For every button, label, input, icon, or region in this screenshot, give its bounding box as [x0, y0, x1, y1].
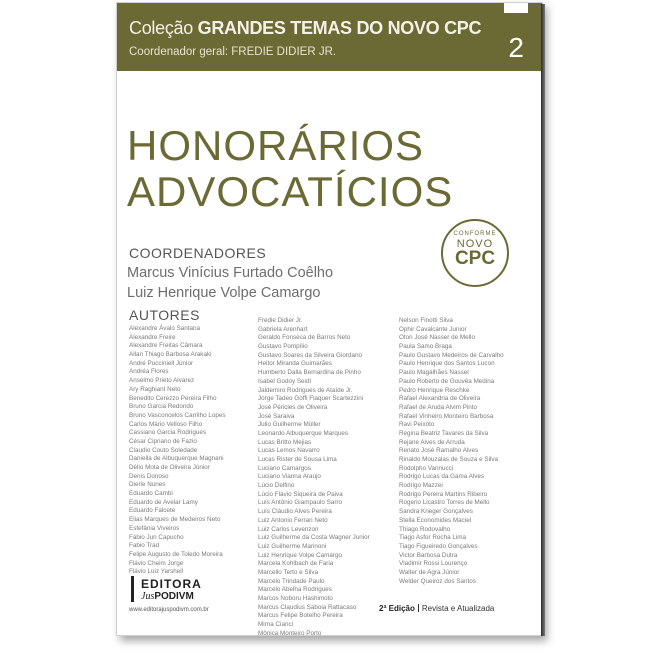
- author-name: Elias Marques de Medeiros Neto: [129, 516, 221, 524]
- author-name: Ravi Peixoto: [399, 421, 435, 429]
- book-title: HONORÁRIOS ADVOCATÍCIOS: [127, 122, 454, 215]
- authors-column-3: [399, 317, 504, 586]
- author-name: Rogerio Licastro Torres de Mello: [399, 499, 490, 507]
- author-name: Marcela Kohlbach de Faria: [258, 560, 334, 568]
- author-name: Bruno Vasconcelos Carrilho Lopes: [129, 411, 226, 419]
- author-name: Gustavo Soares da Silveira Giordano: [258, 351, 362, 359]
- author-name: Lúcio Delfino: [258, 482, 295, 490]
- author-name: Alexandre Ávalo Santana: [129, 325, 201, 332]
- author-name: Nelson Finotti Silva: [399, 317, 453, 324]
- author-name: Lucas Britto Mejias: [258, 438, 312, 446]
- author-name: Rodrigo Lucas da Gama Alves: [399, 473, 485, 481]
- author-name: Rodrigo Pereira Martins Ribeiro: [399, 490, 488, 498]
- author-name: Dierle Nunes: [129, 481, 166, 489]
- author-name: Carlos Mário Velloso Filho: [129, 420, 203, 428]
- author-name: Estefânia Viveiros: [129, 524, 180, 532]
- author-name: Eduardo Falcete: [129, 507, 176, 515]
- author-name: Luiz Henrique Volpe Camargo: [258, 551, 343, 559]
- author-name: Fábio Jun Capucho: [129, 533, 184, 541]
- author-name: Marcelo Trindade Paulo: [258, 577, 325, 585]
- author-name: Eduardo Cambi: [129, 490, 173, 498]
- author-name: Felipe Augusto de Toledo Moreira: [129, 550, 223, 558]
- author-name: Marcus Felipe Botelho Pereira: [258, 612, 343, 620]
- author-name: Lucas Lemos Navarro: [258, 447, 320, 455]
- author-name: Anselmo Prieto Alvarez: [129, 377, 195, 385]
- author-name: Luciano Camargos: [258, 464, 311, 472]
- author-name: Luiz Antonio Ferrari Neto: [258, 516, 328, 524]
- author-name: Lucas Rister de Sousa Lima: [258, 456, 337, 463]
- author-name: Thiago Rodovalho: [399, 525, 451, 533]
- author-name: Renato José Ramalho Alves: [399, 447, 479, 455]
- author-name: Benedito Cerezzo Pereira Filho: [129, 394, 217, 402]
- author-name: Tiago Asfor Rocha Lima: [399, 534, 466, 542]
- page-edge-shadow: [541, 4, 545, 636]
- book-cover: [116, 2, 543, 636]
- author-name: Luiz Guilherme Marinoni: [258, 542, 327, 550]
- coordinator-name: Marcus Vinícius Furtado Coêlho: [127, 265, 334, 281]
- authors-column-2: [258, 317, 370, 638]
- author-name: Marcos Noboru Hashimoto: [258, 595, 333, 602]
- author-name: Jorge Tadeo Goffi Flaquer Scartezzini: [258, 395, 364, 403]
- author-name: Allan Thiago Barbosa Arakaki: [129, 351, 212, 359]
- author-name: Jaldemiro Rodrigues de Ataíde Jr.: [258, 386, 353, 394]
- author-name: Pedro Henrique Reschke: [399, 386, 470, 394]
- authors-column-1: [129, 325, 226, 577]
- author-name: Lúcio Flávio Siqueira de Paiva: [258, 490, 343, 498]
- author-name: Paulo Magalhães Nasser: [399, 369, 470, 377]
- author-name: Humberto Dalla Bernardina de Pinho: [258, 369, 361, 377]
- publisher-logo: EDITORA JusPODIVM: [131, 574, 245, 604]
- author-name: Claudio Couto Soledade: [129, 446, 198, 454]
- author-name: Gustavo Pompílio: [258, 343, 308, 351]
- author-name: Vladimir Rossi Lourenço: [399, 560, 468, 568]
- author-name: Victor Barbosa Dutra: [399, 551, 458, 559]
- author-name: Luís Antônio Giampaulo Sarro: [258, 499, 343, 507]
- author-name: Alexandre Freitas Câmara: [129, 342, 203, 350]
- author-name: Alexandre Freire: [129, 333, 176, 341]
- author-name: Luís Cláudio Alves Pereira: [258, 508, 332, 516]
- volume-tab: [504, 3, 528, 13]
- author-name: Tiago Figueiredo Gonçalves: [399, 542, 478, 550]
- author-name: André Pucciniell Júnior: [129, 359, 194, 367]
- author-name: Rinaldo Mouzalas de Souza e Silva: [399, 456, 499, 463]
- author-name: Stella Economides Maciel: [399, 516, 472, 524]
- series-title: Coleção GRANDES TEMAS DO NOVO CPC: [129, 18, 482, 38]
- author-name: Cassiano Garcia Rodrigues: [129, 429, 206, 437]
- author-name: Luiz Guilherme da Costa Wagner Junior: [258, 534, 370, 542]
- author-name: Paulo Gustavo Medeiros de Carvalho: [399, 351, 504, 359]
- author-name: José Saraiva: [258, 412, 295, 420]
- author-name: Heitor Miranda Guimarães: [258, 360, 332, 368]
- coordinator-name: Luiz Henrique Volpe Camargo: [127, 285, 321, 301]
- author-name: Fabio Trad: [129, 542, 160, 550]
- coordinators-list: [127, 263, 333, 303]
- author-name: Luciano Vianna Araújo: [258, 473, 321, 481]
- author-name: Daniella de Albuquerque Magnani: [129, 455, 224, 463]
- authors-label: AUTORES: [129, 307, 200, 323]
- author-name: Leonardo Albuquerque Marques: [258, 429, 348, 437]
- author-name: Andréa Flores: [129, 368, 169, 376]
- author-name: Marcelo Abelha Rodrigues: [258, 586, 332, 594]
- author-name: Rafael Alexandria de Oliveira: [399, 395, 481, 403]
- author-name: José Péricles de Oliveira: [258, 403, 328, 411]
- author-name: Luiz Carlos Levenzon: [258, 525, 319, 533]
- publisher-website: www.editorajuspodivm.com.br: [129, 607, 209, 613]
- author-name: Fredie Didier Jr.: [258, 317, 303, 324]
- author-name: Welder Queiroz dos Santos: [399, 577, 476, 585]
- author-name: Geraldo Fonseca de Barros Neto: [258, 334, 351, 342]
- author-name: Rodrigo Mazzei: [399, 482, 443, 490]
- series-header: [117, 3, 542, 71]
- author-name: Marcus Claudius Saboia Rattacaso: [258, 603, 357, 611]
- author-name: Rodolpho Vannucci: [399, 464, 454, 472]
- author-name: Eduardo de Avelar Lamy: [129, 498, 198, 506]
- author-name: Julio Guilherme Müller: [258, 421, 321, 429]
- volume-number: 2: [508, 32, 524, 63]
- coordinators-label: COORDENADORES: [129, 245, 267, 261]
- author-name: Sandra Krieger Gonçalves: [399, 508, 473, 516]
- author-name: Regina Beatriz Tavares da Silva: [399, 429, 489, 437]
- author-name: Ophir Cavalcante Junior: [399, 325, 467, 333]
- author-name: Paula Samo Braga: [399, 343, 452, 351]
- author-name: Walter de Agra Júnior: [399, 568, 460, 576]
- author-name: Délio Mota de Oliveira Júnior: [129, 464, 210, 471]
- author-name: Flávio Luiz Yarshell: [129, 568, 184, 576]
- author-name: Mônica Monteiro Porto: [258, 629, 322, 637]
- author-name: Marcello Terto e Silva: [258, 568, 319, 576]
- publisher-logo-mark: [131, 576, 134, 602]
- author-name: Gabriela Arenhart: [258, 325, 308, 333]
- novo-cpc-seal: CONFORME NOVO CPC: [441, 219, 509, 287]
- general-coordinator: Coordenador geral: FREDIE DIDIER JR.: [129, 46, 337, 58]
- author-name: Rafael de Aruda Alvim Pinto: [399, 403, 478, 411]
- author-name: Paulo Henrique dos Santos Lucon: [399, 360, 495, 368]
- author-name: César Cipriano de Fazio: [129, 437, 197, 445]
- author-name: Rafael Vinheiro Monteiro Barbosa: [399, 412, 494, 420]
- author-name: Oton José Nasser de Mello: [399, 334, 475, 342]
- author-name: Rejane Alves de Arruda: [399, 438, 465, 446]
- edition-info: 2ª Edição Revista e Atualizada: [379, 604, 495, 613]
- author-name: Mirna Cianci: [258, 621, 293, 629]
- author-name: Bruno Garcia Redondo: [129, 403, 194, 411]
- author-name: Ary Raghiant Neto: [129, 385, 181, 393]
- author-name: Paulo Roberto de Gouvêa Medina: [399, 377, 495, 385]
- author-name: Denis Donoso: [129, 472, 169, 480]
- author-name: Isabel Godoy Seidl: [258, 377, 311, 385]
- author-name: Flávio Cheim Jorge: [129, 559, 184, 567]
